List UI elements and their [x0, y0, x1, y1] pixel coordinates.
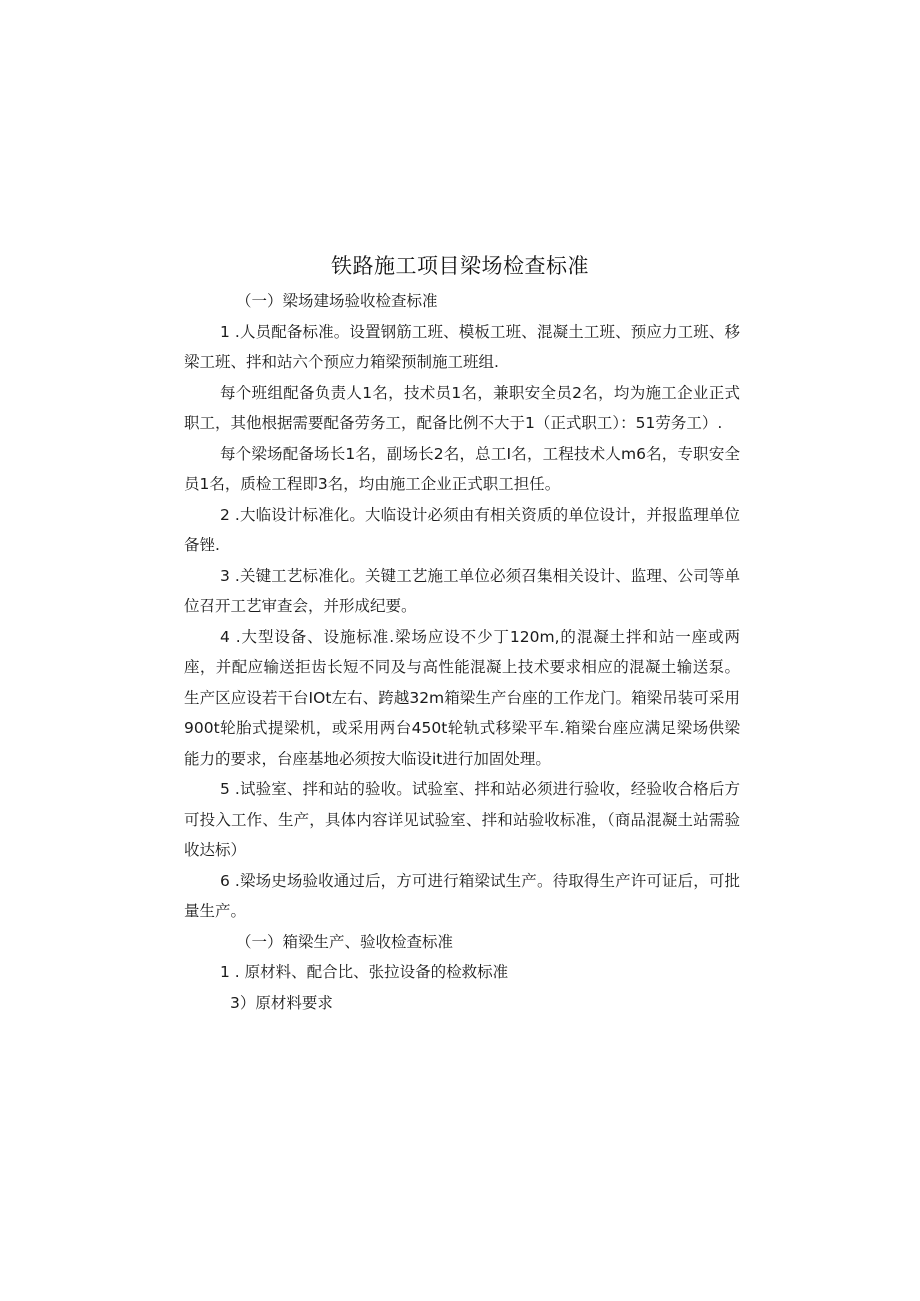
document-body [184, 286, 740, 1018]
paragraph: 5 .试验室、拌和站的验收。试验室、拌和站必须进行验收，经验收合格后方可投入工作、生产，具体内容详见试验室、拌和站验收标准，（商品混凝土站需验收达标） [184, 780, 740, 859]
sub-item-heading: 3）原材料要求 [230, 993, 333, 1012]
section-heading: （一）箱梁生产、验收检查标准 [236, 932, 454, 951]
paragraph: 3 .关键工艺标准化。关键工艺施工单位必须召集相关设计、监理、公司等单位召开工艺审查会，并形成纪要。 [184, 566, 740, 615]
section-heading: （一）梁场建场验收检查标准 [236, 292, 438, 310]
paragraph: 2 .大临设计标准化。大临设计必须由有相关资质的单位设计，并报监理单位备锉. [184, 505, 740, 554]
paragraph: 1 .人员配备标准。设置钢筋工班、模板工班、混凝土工班、预应力工班、移梁工班、拌和站六个预应力箱梁预制施工班组. [184, 322, 740, 371]
paragraph: 6 .梁场史场验收通过后，方可进行箱梁试生产。待取得生产许可证后，可批量生产。 [184, 871, 740, 920]
document-title: 铁路施工项目梁场检查标准 [331, 254, 589, 278]
paragraph: 每个梁场配备场长1名，副场长2名，总工I名，工程技术人m6名，专职安全员1名，质检工程即3名，均由施工企业正式职工担任。 [184, 444, 740, 493]
paragraph: 每个班组配备负责人1名，技术员1名，兼职安全员2名，均为施工企业正式职工，其他根据需要配备劳务工，配备比例不大于1（正式职工）：51劳务工）. [184, 383, 740, 432]
paragraph: 1 . 原材料、配合比、张拉设备的检救标准 [220, 963, 509, 981]
paragraph: 4 .大型设备、设施标准.梁场应设不少丁120m,的混凝土拌和站一座或两座，并配应输送拒齿长短不同及与高性能混凝上技术要求相应的混凝土输送泵。生产区应设若干台IOt左右、跨越32m箱梁生产台座的工作龙门。箱梁吊装可采用900t轮胎式提梁机，或采用两台450t轮轨式移梁平车.箱梁台座应满足梁场供梁能力的要求，台座基地必须按大临设it进行加固处理。 [184, 627, 740, 768]
